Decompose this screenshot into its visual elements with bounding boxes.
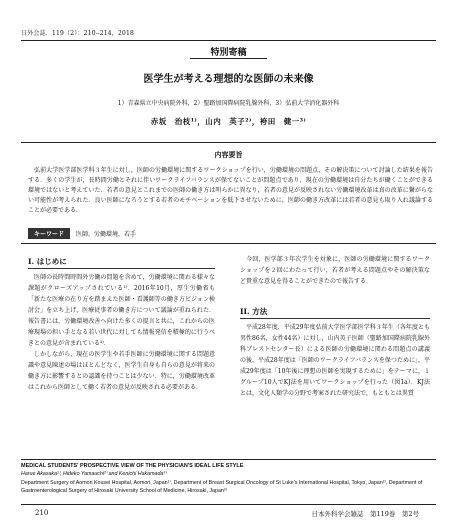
section-methods-heading <box>240 306 267 317</box>
footer-journal: 日本外科学会雑誌 第119巻 第2号 <box>311 510 419 518</box>
english-authors: Harue Akasaka¹⁾, Hideko Yamauchi²⁾ and Kenichi Hakamada³⁾ <box>21 471 167 477</box>
english-block-rule <box>21 459 436 460</box>
affiliations: 1）青森県立中央病院外科，2）聖路加国際病院乳腺外科，3）弘前大学消化器外科 <box>117 100 340 107</box>
page-number: 210 <box>35 509 49 517</box>
section-intro-rule <box>28 268 215 269</box>
section-intro-heading <box>28 256 67 267</box>
keywords-list: 医師，労働環境，若手 <box>76 231 137 238</box>
abstract-heading: 内容要旨 <box>214 150 243 159</box>
article-title: 医学生が考える理想的な医師の未来像 <box>143 74 314 85</box>
methods-text: 平成28年度，平成29年度弘前大学医学部医学科３年生（各年度とも男性86名，女性44名）に対し，山内英子医師（聖路加国際病院乳腺外科ブレストセンター長）による医師の労働環境に関わる問題点の講義の後，平成28年度は「医師のワークライフバランスを保つために」，平成29年度は「10年後に理想の医師を実現するために」をテーマに，１グループ10人でKJ法を用いてワークショップを行った（図1a）．KJ法とは，文化人類学の分野で考案された研究法で，もともとは異質 <box>240 324 430 397</box>
footer-rule <box>21 504 436 505</box>
english-title: MEDICAL STUDENTS' PROSPECTIVE VIEW OF THE PHYSICIAN'S IDEAL LIFE STYLE <box>21 463 244 469</box>
english-affiliations: Department Surgery of Aomori Kousei Hospital, Aomori, Japan¹⁾, Department of Breast Surgical Oncology of St Luke's International Hospital, Tokyo, Japan²⁾, Department of Gastroenterological Surgery of Hirosaki University School of Medicine, Hirosaki, Japan³⁾ <box>21 480 423 494</box>
article-type: 特別寄稿 <box>210 48 247 58</box>
keywords-row <box>28 228 136 239</box>
section-intro-number: I. <box>28 257 35 266</box>
header-rule <box>21 40 436 41</box>
keywords-label: キーワード <box>28 228 70 239</box>
section-methods-title: 方法 <box>252 307 268 316</box>
journal-citation: 日外会誌．119（2）：210‒214，2018 <box>21 30 135 37</box>
abstract-text: 弘前大学医学部医学科３年生に対し，医師の労働環境に関するワークショップを行い，労働環境の問題点，その解決策について討論した結果を報告する．多くの学生が，長時間労働とそれに伴いワークライフバランスが保てないことが問題点であり，現在の労働環境は自分たちが働くことができる環境ではないと考えていた．若者の意見とこれまでの医師の働き方は明らかに異なり，若者の意見が反映されない労働環境改革は真の改革に繋がらない可能性が考えられた．良い医師になろうとする若者のモチベーションを低下させないために，医師の働き方改革には若者の意見も取り入れ議論することが必要である． <box>28 167 433 214</box>
article-type-rule <box>190 58 267 59</box>
authors: 赤坂 治枝¹⁾，山内 英子²⁾，袴田 健一³⁾ <box>150 117 307 126</box>
intro-text-left: 医師の長時間時間外労働の問題を含めて，労働環境に関わる様々な課題がクローズアップされている¹⁾．2016年10月，厚生労働省も「新たな医療の在り方を踏まえた医師・看護師等の働き方ビジョン検討会」を立ち上げ，医療従事者の働き方について議論が重ねられた．報告書には，労働環境改善へ向けた多くの提言と共に，これからの医療現場の担い手となる若い世代に対しても情報発信を積極的に行うべきとの意見が含まれている²⁾． しかしながら，現在の医学生や若手医師に労働環境に関する問題意識や意見陳述の場はほとんどなく，医学生自身も自らの意見が将来の働き方に影響するとの認識を持つことは少ない．特に，労働環境改革はこれから医師として働く若者の意見が反映される必要がある． <box>28 274 215 391</box>
section-intro-title: はじめに <box>36 257 67 266</box>
section-methods-rule <box>240 318 430 319</box>
intro-text-right: 今回，医学部３年次学生を対象に，医師の労働環境に関するワークショップを２回にわたって行い，若者が考える問題点やその解決策など貴重な意見を得ることができたので報告する． <box>240 256 430 285</box>
section-methods-number: II. <box>240 307 250 316</box>
